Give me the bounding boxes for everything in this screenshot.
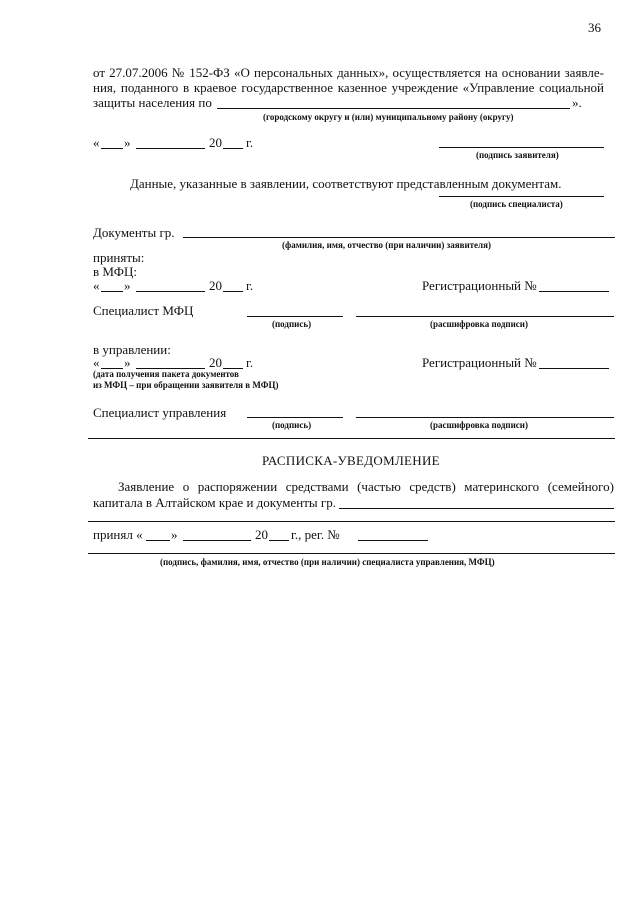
date-year-prefix: 20 bbox=[209, 135, 222, 150]
date-year-blank[interactable] bbox=[223, 148, 243, 149]
applicant-signature-caption: (подпись заявителя) bbox=[476, 150, 559, 160]
mfc-registration-blank[interactable] bbox=[539, 291, 609, 292]
dept-date-year-suffix: г. bbox=[246, 355, 254, 370]
receipt-line-2: капитала в Алтайском крае и документы гр. bbox=[93, 495, 336, 510]
specialist-signature-caption: (подпись специалиста) bbox=[470, 199, 563, 209]
date-year-suffix: г. bbox=[246, 135, 254, 150]
receipt-month-blank[interactable] bbox=[183, 540, 251, 541]
dept-date-open-quote: « bbox=[93, 355, 100, 370]
mfc-decoding-caption: (расшифровка подписи) bbox=[430, 319, 528, 329]
mfc-decoding-line[interactable] bbox=[356, 316, 614, 317]
receipt-reg-blank[interactable] bbox=[358, 540, 428, 541]
receipt-close-quote: » bbox=[171, 527, 178, 542]
receipt-line-1: Заявление о распоряжении средствами (частью средств) материнского (семейного) bbox=[118, 479, 614, 494]
date-open-quote: « bbox=[93, 135, 100, 150]
dept-decoding-caption: (расшифровка подписи) bbox=[430, 420, 528, 430]
receipt-year-suffix: г., рег. № bbox=[291, 527, 340, 542]
dept-registration-blank[interactable] bbox=[539, 368, 609, 369]
dept-signature-line[interactable] bbox=[247, 417, 343, 418]
receipt-signature-line[interactable] bbox=[88, 553, 615, 554]
mfc-registration-label: Регистрационный № bbox=[422, 278, 537, 293]
receipt-extra-line[interactable] bbox=[88, 521, 615, 522]
receipt-title: РАСПИСКА-УВЕДОМЛЕНИЕ bbox=[262, 453, 440, 468]
page-number: 36 bbox=[588, 20, 601, 35]
dept-registration-label: Регистрационный № bbox=[422, 355, 537, 370]
mfc-date-open-quote: « bbox=[93, 278, 100, 293]
date-close-quote: » bbox=[124, 135, 131, 150]
intro-line-3-prefix: защиты населения по bbox=[93, 95, 212, 110]
receipt-accepted-label: принял « bbox=[93, 527, 143, 542]
dept-date-note-line-2: из МФЦ – при обращении заявителя в МФЦ) bbox=[93, 380, 279, 390]
date-month-blank[interactable] bbox=[136, 148, 205, 149]
applicant-name-blank[interactable] bbox=[183, 237, 615, 238]
mfc-date-close-quote: » bbox=[124, 278, 131, 293]
mfc-date-month-blank[interactable] bbox=[136, 291, 205, 292]
intro-line-3-suffix: ». bbox=[572, 95, 582, 110]
dept-signature-caption: (подпись) bbox=[272, 420, 312, 430]
in-mfc-label: в МФЦ: bbox=[93, 264, 138, 279]
mfc-date-year-prefix: 20 bbox=[209, 278, 222, 293]
mfc-date-day-blank[interactable] bbox=[101, 291, 123, 292]
district-caption: (городскому округу и (или) муниципальному району (округу) bbox=[263, 112, 514, 122]
mfc-date-year-blank[interactable] bbox=[223, 291, 243, 292]
section-divider bbox=[88, 438, 615, 439]
mfc-signature-caption: (подпись) bbox=[272, 319, 312, 329]
dept-specialist-label: Специалист управления bbox=[93, 405, 227, 420]
receipt-name-blank[interactable] bbox=[339, 508, 614, 509]
intro-line-1: от 27.07.2006 № 152-ФЗ «О персональных данных», осуществляется на основании заявле- bbox=[93, 65, 604, 80]
mfc-signature-line[interactable] bbox=[247, 316, 343, 317]
specialist-signature-line[interactable] bbox=[439, 196, 604, 197]
intro-line-2: ния, поданного в краевое государственное казенное учреждение «Управление социальной bbox=[93, 80, 604, 95]
applicant-name-caption: (фамилия, имя, отчество (при наличии) заявителя) bbox=[282, 240, 491, 250]
date-day-blank[interactable] bbox=[101, 148, 123, 149]
dept-date-year-prefix: 20 bbox=[209, 355, 222, 370]
documents-label: Документы гр. bbox=[93, 225, 175, 240]
confirmation-text: Данные, указанные в заявлении, соответствуют представленным документам. bbox=[130, 176, 562, 191]
dept-date-close-quote: » bbox=[124, 355, 131, 370]
receipt-year-blank[interactable] bbox=[269, 540, 289, 541]
applicant-signature-line[interactable] bbox=[439, 147, 604, 148]
specialist-mfc-label: Специалист МФЦ bbox=[93, 303, 194, 318]
dept-decoding-line[interactable] bbox=[356, 417, 614, 418]
accepted-label: приняты: bbox=[93, 250, 145, 265]
receipt-day-blank[interactable] bbox=[146, 540, 170, 541]
mfc-date-year-suffix: г. bbox=[246, 278, 254, 293]
dept-date-note-line-1: (дата получения пакета документов bbox=[93, 369, 239, 379]
receipt-year-prefix: 20 bbox=[255, 527, 268, 542]
district-blank[interactable] bbox=[217, 108, 570, 109]
receipt-signature-caption: (подпись, фамилия, имя, отчество (при наличии) специалиста управления, МФЦ) bbox=[160, 557, 495, 567]
department-label: в управлении: bbox=[93, 342, 171, 357]
